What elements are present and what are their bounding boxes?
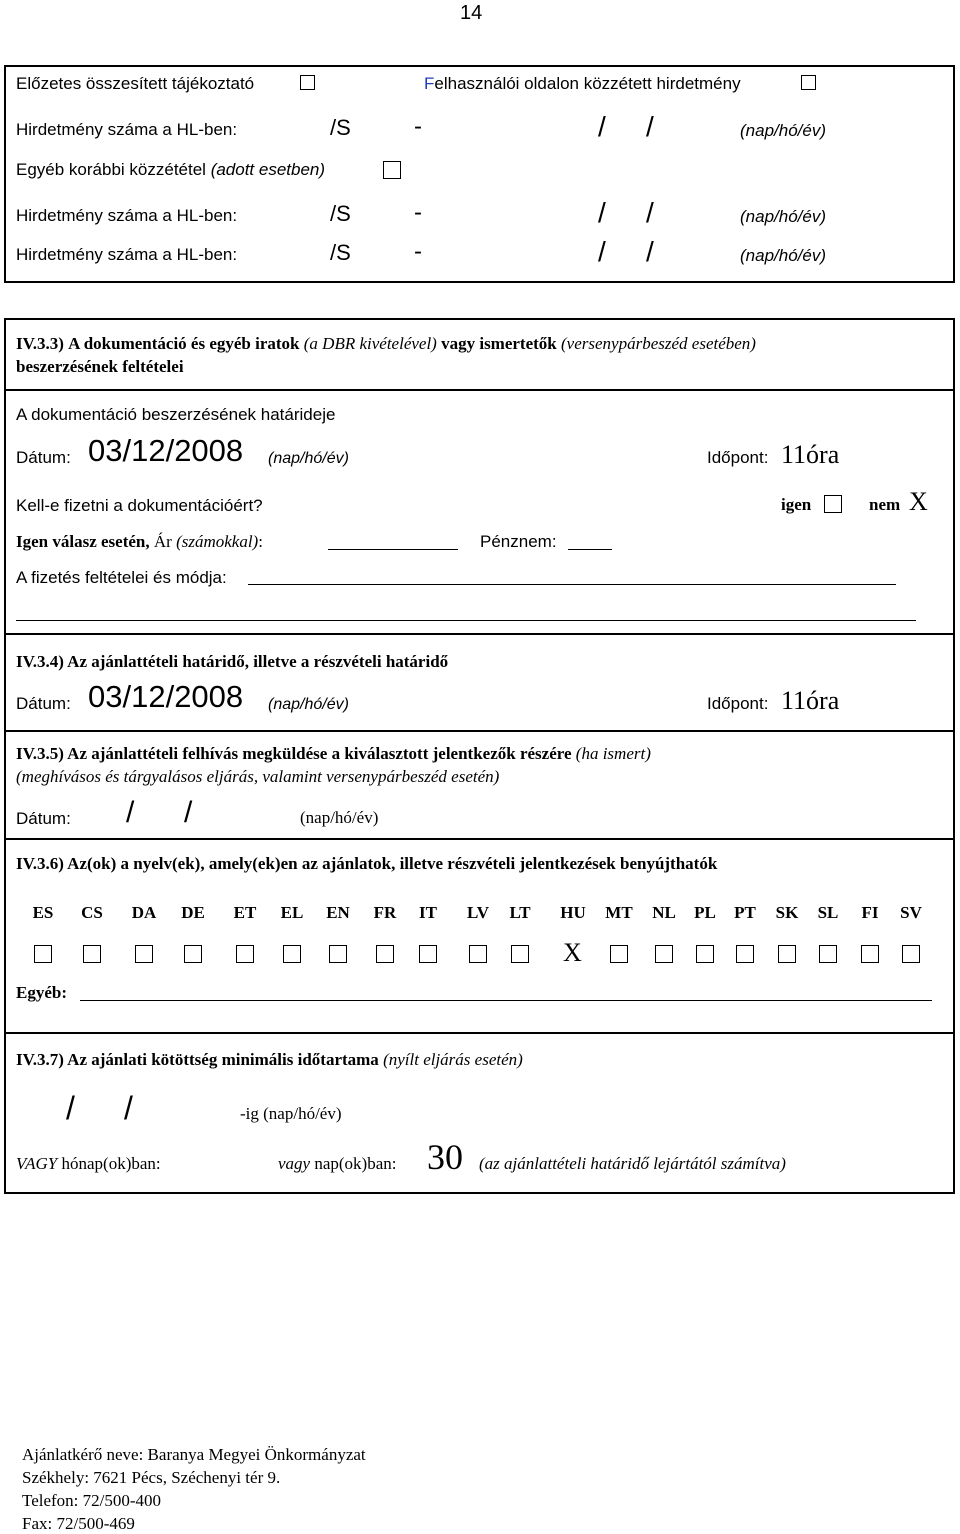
language-label: IT [419, 903, 437, 922]
iv35-line2: (meghívásos és tárgyalásos eljárás, valamint versenypárbeszéd esetén) [16, 767, 500, 786]
napokban-value: 30 [427, 1137, 463, 1177]
footer-phone: Telefon: 72/500-400 [22, 1491, 162, 1510]
language-checkbox[interactable] [329, 945, 347, 963]
section-divider [4, 730, 955, 732]
language-checkbox[interactable] [135, 945, 153, 963]
language-checkbox[interactable] [236, 945, 254, 963]
iv33-title [16, 334, 756, 354]
language-label: EN [326, 903, 350, 922]
iv33-title-part2: vagy ismertetők [441, 334, 557, 353]
date-slash: / [646, 111, 654, 142]
language-label: LV [466, 903, 490, 922]
hl-number-label: Hirdetmény száma a HL-ben: [16, 120, 238, 139]
date-format: (nap/hó/év) [300, 808, 379, 827]
felhasznaloi-checkbox[interactable] [801, 75, 816, 90]
colon: : [258, 532, 263, 551]
ar-input-line[interactable] [328, 549, 458, 550]
iv37-title [16, 1050, 523, 1070]
iv33-title-part1: A dokumentáció és egyéb iratok [68, 334, 300, 353]
section-divider [4, 838, 955, 840]
date-format: (nap/hó/év) [740, 207, 826, 226]
date-slash: / [124, 1090, 133, 1126]
date-slash: / [646, 236, 654, 267]
language-label: CS [81, 903, 103, 922]
igen-valasz-line [16, 532, 263, 552]
szamokkal-label: (számokkal) [176, 532, 259, 551]
iv35-title-text: IV.3.5) Az ajánlattételi felhívás megküldése a kiválasztott jelentkezők részére [16, 744, 572, 763]
honapokban-line [16, 1154, 161, 1174]
language-checkbox[interactable] [655, 945, 673, 963]
fizetes-label: A fizetés feltételei és módja: [16, 568, 227, 587]
language-label: FI [861, 903, 879, 922]
language-checkbox[interactable] [778, 945, 796, 963]
date-format: (nap/hó/év) [268, 450, 349, 467]
section-divider [4, 1032, 955, 1034]
igen-valasz-label: Igen válasz esetén, [16, 532, 150, 551]
language-label: PT [734, 903, 756, 922]
language-checkbox[interactable] [34, 945, 52, 963]
date-format: (nap/hó/év) [740, 121, 826, 140]
ajanlatteteli-note: (az ajánlattételi határidő lejártától számítva) [479, 1154, 786, 1173]
language-checkbox[interactable] [819, 945, 837, 963]
felhasznaloi-rest: elhasználói oldalon közzétett hirdetmény [434, 74, 741, 93]
iv35-title-ital: (ha ismert) [575, 744, 651, 763]
fizetes-input-line-2[interactable] [16, 620, 916, 621]
iv37-title-text: IV.3.7) Az ajánlati kötöttség minimális időtartama [16, 1050, 379, 1069]
napokban-line [278, 1154, 396, 1174]
hl-dash: - [414, 113, 422, 140]
datum-value: 03/12/2008 [88, 433, 244, 468]
datum-label: Dátum: [16, 448, 71, 467]
egyeb-label: Egyéb: [16, 983, 67, 1002]
hl-series: /S [330, 115, 351, 140]
honapokban-label: hónap(ok)ban: [61, 1154, 161, 1173]
language-label: EL [280, 903, 304, 922]
language-label: FR [373, 903, 397, 922]
idopont-label: Időpont: [707, 694, 769, 713]
language-label: ET [233, 903, 257, 922]
nem-checked-mark[interactable]: X [909, 487, 928, 516]
adott-esetben-text: (adott esetben) [210, 160, 326, 179]
hl-number-label: Hirdetmény száma a HL-ben: [16, 206, 238, 225]
penznem-input-line[interactable] [568, 549, 612, 550]
language-checkbox[interactable] [610, 945, 628, 963]
language-checkbox[interactable] [83, 945, 101, 963]
egyeb-korabbi-checkbox[interactable] [383, 161, 401, 179]
section-divider [4, 389, 955, 391]
footer-address: Székhely: 7621 Pécs, Széchenyi tér 9. [22, 1468, 281, 1487]
iv33-title-ital2: (versenypárbeszéd esetében) [561, 334, 756, 353]
language-checkbox[interactable] [376, 945, 394, 963]
fizetes-input-line[interactable] [248, 584, 896, 585]
iv33-title-line2: beszerzésének feltételei [16, 357, 184, 376]
nem-label: nem [869, 495, 901, 514]
language-checkbox[interactable] [283, 945, 301, 963]
date-format: (nap/hó/év) [740, 246, 826, 265]
language-checkbox[interactable] [419, 945, 437, 963]
language-checked-mark[interactable]: X [563, 938, 582, 967]
idopont-value: 11óra [781, 686, 840, 715]
idopont-value: 11óra [781, 440, 840, 469]
page-number: 14 [460, 2, 483, 24]
language-checkbox[interactable] [184, 945, 202, 963]
language-label: DA [131, 903, 157, 922]
date-slash: / [598, 197, 606, 228]
igen-checkbox[interactable] [824, 495, 842, 513]
igen-label: igen [781, 495, 812, 514]
hatarido-label: A dokumentáció beszerzésének határideje [16, 405, 336, 424]
section-divider [4, 633, 955, 635]
language-label: ES [32, 903, 54, 922]
date-slash: / [126, 796, 135, 829]
ig-date-format [240, 1104, 342, 1124]
footer-name: Ajánlatkérő neve: Baranya Megyei Önkormányzat [22, 1445, 366, 1464]
language-label: LT [509, 903, 531, 922]
language-label: PL [694, 903, 716, 922]
language-checkbox[interactable] [902, 945, 920, 963]
datum-label: Dátum: [16, 809, 71, 828]
iv33-num: IV.3.3) [16, 334, 64, 353]
penznem-label: Pénznem: [480, 532, 557, 551]
language-label: HU [560, 903, 586, 922]
language-checkbox[interactable] [736, 945, 754, 963]
footer-fax: Fax: 72/500-469 [22, 1514, 135, 1533]
elozetes-label: Előzetes összesített tájékoztató [16, 74, 255, 93]
egyeb-korabbi-text: Egyéb korábbi közzététel [16, 160, 206, 179]
language-label: MT [605, 903, 633, 922]
napokban-label: nap(ok)ban: [314, 1154, 397, 1173]
datum-label: Dátum: [16, 694, 71, 713]
kell-e-fizetni-label: Kell-e fizetni a dokumentációért? [16, 496, 263, 515]
language-checkbox[interactable] [861, 945, 879, 963]
date-slash: / [184, 796, 193, 829]
date-slash: / [598, 111, 606, 142]
date-slash: / [646, 197, 654, 228]
datum-value: 03/12/2008 [88, 679, 244, 714]
egyeb-korabbi-label [16, 160, 325, 180]
hl-dash: - [414, 238, 422, 265]
egyeb-input-line[interactable] [80, 1000, 932, 1001]
vagy-caps: VAGY [16, 1154, 58, 1173]
language-checkbox[interactable] [469, 945, 487, 963]
language-label: DE [181, 903, 205, 922]
language-checkbox[interactable] [511, 945, 529, 963]
elozetes-checkbox[interactable] [300, 75, 315, 90]
hl-series: /S [330, 201, 351, 226]
iv34-title: IV.3.4) Az ajánlattételi határidő, illetve a részvételi határidő [16, 652, 449, 671]
date-format: (nap/hó/év) [268, 696, 349, 713]
ig-label: -ig [240, 1104, 259, 1123]
date-slash: / [66, 1090, 75, 1126]
date-slash: / [598, 236, 606, 267]
date-format: (nap/hó/év) [263, 1104, 342, 1123]
iv36-title: IV.3.6) Az(ok) a nyelv(ek), amely(ek)en az ajánlatok, illetve részvételi jelentkezések benyújthatók [16, 854, 718, 873]
felhasznaloi-initial: F [424, 74, 435, 93]
iv35-title [16, 744, 651, 764]
language-checkbox[interactable] [696, 945, 714, 963]
vagy-label: vagy [278, 1154, 311, 1173]
iv33-title-ital1: (a DBR kivételével) [303, 334, 437, 353]
idopont-label: Időpont: [707, 448, 769, 467]
language-label: NL [652, 903, 676, 922]
language-label: SK [775, 903, 799, 922]
hl-series: /S [330, 240, 351, 265]
language-label: SV [900, 903, 922, 922]
felhasznaloi-label [424, 74, 741, 94]
ar-label: Ár [153, 532, 172, 551]
language-label: SL [817, 903, 839, 922]
hl-dash: - [414, 199, 422, 226]
hl-number-label: Hirdetmény száma a HL-ben: [16, 245, 238, 264]
iv37-title-ital: (nyílt eljárás esetén) [383, 1050, 523, 1069]
